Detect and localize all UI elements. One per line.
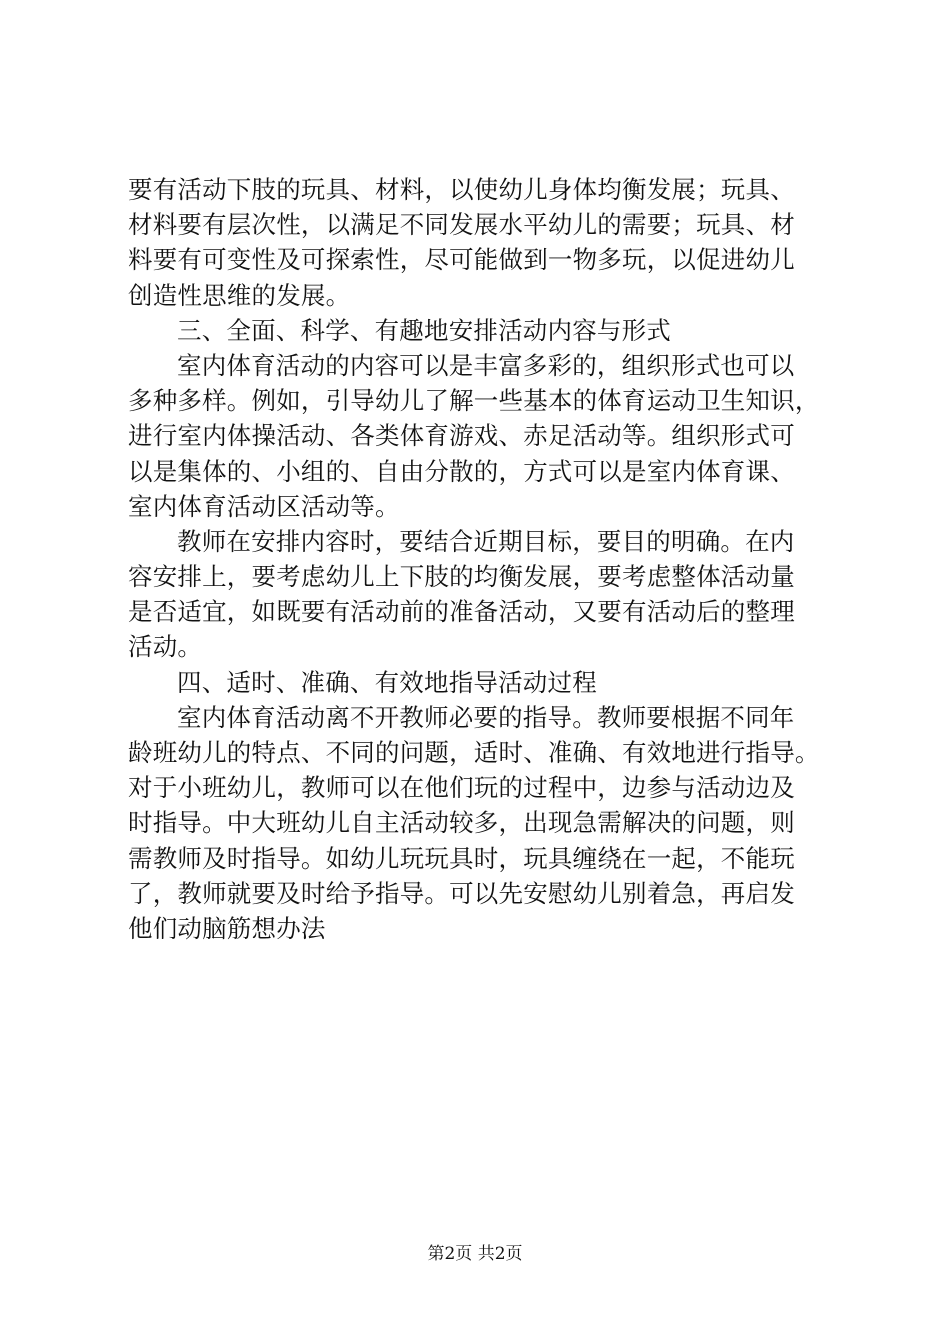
section-heading: 三、全面、科学、有趣地安排活动内容与形式 bbox=[177, 315, 671, 345]
document-body bbox=[128, 172, 863, 946]
text-line: 了，教师就要及时给予指导。可以先安慰幼儿别着急，再启发 bbox=[128, 878, 795, 908]
text-line: 活动。 bbox=[128, 632, 203, 662]
text-line: 时指导。中大班幼儿自主活动较多，出现急需解决的问题，则 bbox=[128, 808, 795, 838]
text-line: 龄班幼儿的特点、不同的问题，适时、准确、有效地进行指导。 bbox=[128, 738, 820, 767]
text-line: 需教师及时指导。如幼儿玩玩具时，玩具缠绕在一起，不能玩 bbox=[128, 843, 795, 873]
text-line: 创造性思维的发展。 bbox=[128, 280, 351, 310]
text-line: 多种多样。例如，引导幼儿了解一些基本的体育运动卫生知识， bbox=[128, 386, 820, 416]
text-line: 料要有可变性及可探索性，尽可能做到一物多玩，以促进幼儿 bbox=[128, 245, 795, 275]
section-heading: 四、适时、准确、有效地指导活动过程 bbox=[177, 667, 597, 697]
page-number-footer: 第2页 共2页 bbox=[427, 1244, 523, 1264]
text-line: 进行室内体操活动、各类体育游戏、赤足活动等。组织形式可 bbox=[128, 421, 795, 451]
text-line: 室内体育活动区活动等。 bbox=[128, 491, 400, 521]
text-line: 是否适宜，如既要有活动前的准备活动，又要有活动后的整理 bbox=[128, 597, 795, 627]
text-line: 教师在安排内容时，要结合近期目标，要目的明确。在内 bbox=[177, 526, 795, 556]
text-line: 以是集体的、小组的、自由分散的，方式可以是室内体育课、 bbox=[128, 456, 795, 486]
text-line: 他们动脑筋想办法 bbox=[128, 913, 326, 943]
text-line: 材料要有层次性，以满足不同发展水平幼儿的需要；玩具、材 bbox=[128, 210, 795, 240]
text-line: 室内体育活动离不开教师必要的指导。教师要根据不同年 bbox=[177, 702, 795, 732]
text-line: 要有活动下肢的玩具、材料，以使幼儿身体均衡发展；玩具、 bbox=[128, 175, 795, 204]
text-line: 对于小班幼儿，教师可以在他们玩的过程中，边参与活动边及 bbox=[128, 773, 795, 803]
text-line: 容安排上，要考虑幼儿上下肢的均衡发展，要考虑整体活动量 bbox=[128, 562, 795, 592]
text-line: 室内体育活动的内容可以是丰富多彩的，组织形式也可以 bbox=[177, 350, 795, 380]
